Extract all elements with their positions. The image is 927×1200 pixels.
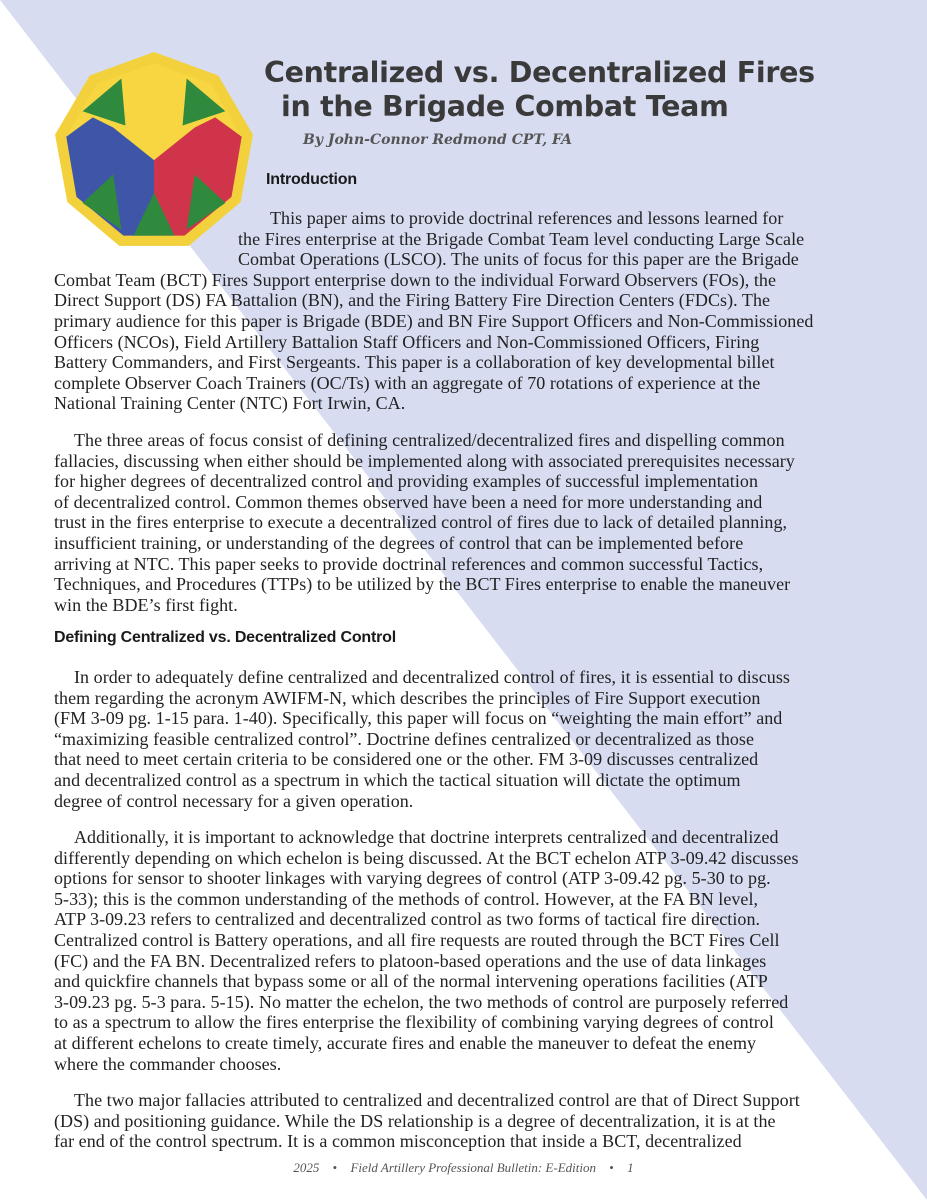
paragraph-line: Battery Commanders, and First Sergeants. This paper is a collaboration of key developmental billet [54,352,775,373]
paragraph-line: This paper aims to provide doctrinal references and lessons learned for [270,208,784,228]
footer-publication: Field Artillery Professional Bulletin: E-Edition [350,1160,597,1175]
paragraph-line: degree of control necessary for a given operation. [54,790,414,811]
paragraph-line: Techniques, and Procedures (TTPs) to be utilized by the BCT Fires enterprise to enable the maneuver [54,574,791,595]
paragraph-definitions [54,667,874,811]
paragraph-line: fallacies, discussing when either should be implemented along with associated prerequisites necessary [54,450,795,471]
footer-separator: • [609,1160,614,1175]
paragraph-line: the Fires enterprise at the Brigade Combat Team level conducting Large Scale [238,228,805,249]
paragraph-line: “maximizing feasible centralized control”. Doctrine defines centralized or decentralized as those [54,728,755,749]
paragraph-line: National Training Center (NTC) Fort Irwin, CA. [54,393,406,414]
paragraph-line: Officers (NCOs), Field Artillery Battalion Staff Officers and Non-Commissioned Officers, Firing [54,331,760,352]
paragraph-line: far end of the control spectrum. It is a common misconception that inside a BCT, decentralized [54,1131,742,1152]
paragraph-echelons [54,827,874,1074]
paragraph-line: Additionally, it is important to acknowledge that doctrine interprets centralized and decentralized [74,827,779,847]
paragraph-line: (FM 3-09 pg. 1-15 para. 1-40). Specifically, this paper will focus on “weighting the main effort” and [54,708,783,729]
paragraph-line: The two major fallacies attributed to centralized and decentralized control are that of Direct Support [74,1090,800,1110]
paragraph-line: 3-09.23 pg. 5-3 para. 5-15). No matter the echelon, the two methods of control are purposely referred [54,991,789,1012]
paragraph-line: The three areas of focus consist of defining centralized/decentralized fires and dispelling common [74,430,785,450]
paragraph-line: Centralized control is Battery operations, and all fire requests are routed through the BCT Fires Cell [54,929,780,950]
paragraph-line: of decentralized control. Common themes observed have been a need for more understanding and [54,491,763,512]
page-footer [0,1160,927,1176]
author-byline: By John-Connor Redmond CPT, FA [303,132,573,148]
paragraph-line: at different echelons to create timely, accurate fires and enable the maneuver to defeat the enemy [54,1032,757,1053]
paragraph-line: and decentralized control as a spectrum in which the tactical situation will dictate the optimum [54,769,741,790]
paragraph-line: ATP 3-09.23 refers to centralized and decentralized control as two forms of tactical fire direction. [54,909,761,930]
title-line-2: in the Brigade Combat Team [281,90,729,123]
paragraph-line: to as a spectrum to allow the fires enterprise the flexibility of combining varying degrees of control [54,1012,774,1033]
paragraph-line: and quickfire channels that bypass some or all of the normal intervening operations facilities (ATP [54,971,768,992]
paragraph-line: 5-33); this is the common understanding of the methods of control. However, at the FA BN level, [54,888,759,909]
paragraph-line: them regarding the acronym AWIFM-N, which describes the principles of Fire Support execution [54,687,761,708]
paragraph-line: trust in the fires enterprise to execute a decentralized control of fires due to lack of detailed planning, [54,512,788,533]
paragraph-line: Direct Support (DS) FA Battalion (BN), and the Firing Battery Fire Direction Centers (FDCs). The [54,290,771,311]
paragraph-line: complete Observer Coach Trainers (OC/Ts) with an aggregate of 70 rotations of experience at the [54,372,761,393]
paragraph-line: (DS) and positioning guidance. While the DS relationship is a degree of decentralization, it is at the [54,1110,776,1131]
paragraph-line: primary audience for this paper is Brigade (BDE) and BN Fire Support Officers and Non-Commissioned [54,310,814,331]
paragraph-line: options for sensor to shooter linkages with varying degrees of control (ATP 3-09.42 pg. 5-30 to pg. [54,868,771,889]
paragraph-line: where the commander chooses. [54,1053,282,1074]
article-title [264,56,904,124]
paragraph-line: Combat Team (BCT) Fires Support enterprise down to the individual Forward Observers (FOs), the [54,269,776,290]
paragraph-line: Combat Operations (LSCO). The units of focus for this paper are the Brigade [238,249,799,270]
footer-page-number: 1 [627,1160,634,1175]
paragraph-line: arriving at NTC. This paper seeks to provide doctrinal references and common successful Tactics, [54,553,764,574]
paragraph-focus-areas [54,430,874,615]
paragraph-line: insufficient training, or understanding of the degrees of control that can be implemented before [54,532,744,553]
paragraph-line: differently depending on which echelon is being discussed. At the BCT echelon ATP 3-09.42 discusses [54,847,799,868]
paragraph-line: win the BDE’s first fight. [54,594,238,615]
paragraph-intro [54,208,874,414]
paragraph-line: for higher degrees of decentralized control and providing examples of successful implementation [54,471,759,492]
paragraph-line: that need to meet certain criteria to be considered one or the other. FM 3-09 discusses centralized [54,749,759,770]
footer-separator: • [332,1160,338,1175]
introduction-heading: Introduction [266,171,357,188]
title-line-1: Centralized vs. Decentralized Fires [264,56,815,89]
footer-year: 2025 [293,1160,320,1175]
defining-control-heading: Defining Centralized vs. Decentralized Control [54,629,396,646]
paragraph-fallacies [54,1090,874,1152]
paragraph-line: (FC) and the FA BN. Decentralized refers to platoon-based operations and the use of data linkages [54,950,767,971]
paragraph-line: In order to adequately define centralized and decentralized control of fires, it is essential to discuss [74,667,790,687]
